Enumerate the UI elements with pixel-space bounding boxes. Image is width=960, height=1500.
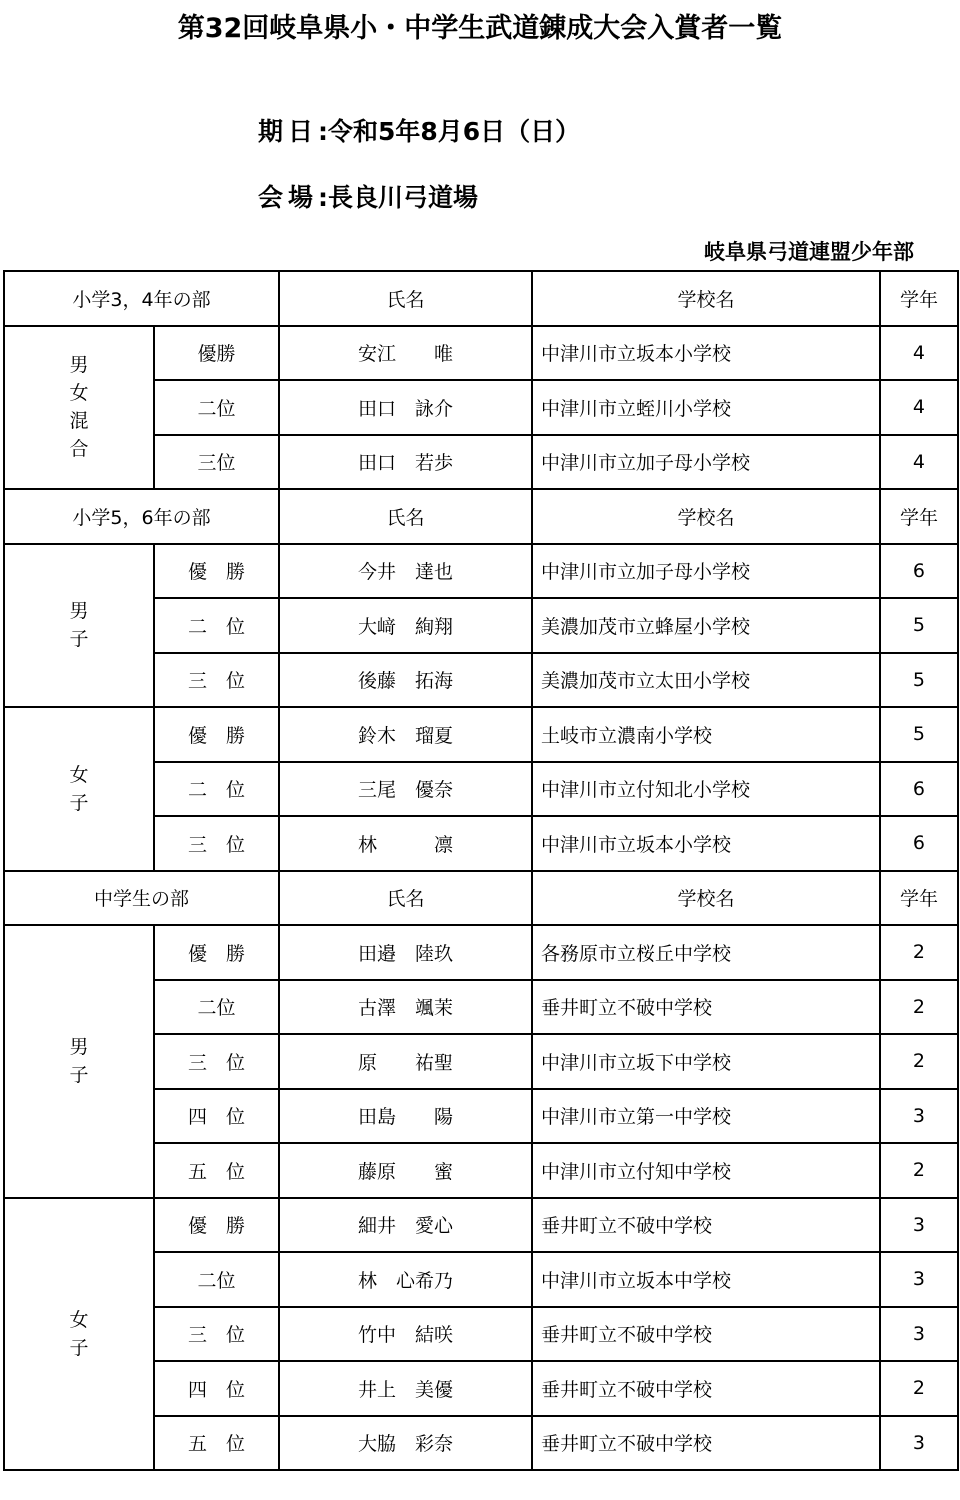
date-label-1: 期: [258, 117, 284, 146]
grade-cell: 6: [880, 816, 958, 871]
table-row: [4, 925, 958, 980]
school-cell: 垂井町立不破中学校: [532, 1198, 880, 1253]
grade-header: 学年: [880, 271, 958, 326]
school-cell: 中津川市立坂本小学校: [532, 326, 880, 381]
rank-cell: 三 位: [154, 653, 279, 708]
venue-separator: :: [318, 183, 328, 212]
grade-cell: 2: [880, 1034, 958, 1089]
venue-label-2: 場: [288, 183, 314, 212]
rank-cell: 優 勝: [154, 925, 279, 980]
name-header: 氏名: [279, 271, 532, 326]
rank-cell: 三位: [154, 435, 279, 490]
section-header-row: [4, 271, 958, 326]
rank-cell: 二 位: [154, 598, 279, 653]
venue-value: 長良川弓道場: [328, 183, 479, 212]
rank-cell: 四 位: [154, 1089, 279, 1144]
grade-cell: 5: [880, 653, 958, 708]
rank-cell: 優勝: [154, 326, 279, 381]
table-row: [4, 544, 958, 599]
name-cell: 細井 愛心: [279, 1198, 532, 1253]
name-cell: 井上 美優: [279, 1361, 532, 1416]
venue-label-1: 会: [258, 183, 284, 212]
school-cell: 垂井町立不破中学校: [532, 1416, 880, 1471]
rank-cell: 五 位: [154, 1143, 279, 1198]
grade-cell: 2: [880, 980, 958, 1035]
grade-cell: 5: [880, 707, 958, 762]
grade-cell: 3: [880, 1307, 958, 1362]
table-row: [4, 326, 958, 381]
group-label: 男 子: [4, 544, 154, 708]
school-cell: 中津川市立坂本小学校: [532, 816, 880, 871]
name-cell: 後藤 拓海: [279, 653, 532, 708]
name-cell: 田島 陽: [279, 1089, 532, 1144]
name-cell: 原 祐聖: [279, 1034, 532, 1089]
group-label: 女 子: [4, 707, 154, 871]
school-cell: 各務原市立桜丘中学校: [532, 925, 880, 980]
name-cell: 今井 達也: [279, 544, 532, 599]
section-header-row: [4, 871, 958, 926]
grade-cell: 6: [880, 762, 958, 817]
table-row: [4, 1198, 958, 1253]
grade-cell: 2: [880, 1143, 958, 1198]
name-cell: 田口 若歩: [279, 435, 532, 490]
grade-cell: 3: [880, 1198, 958, 1253]
results-table: [3, 270, 959, 1471]
event-date: [258, 112, 580, 148]
name-cell: 田口 詠介: [279, 380, 532, 435]
name-cell: 林 心希乃: [279, 1252, 532, 1307]
rank-cell: 優 勝: [154, 707, 279, 762]
rank-cell: 二位: [154, 380, 279, 435]
school-cell: 中津川市立加子母小学校: [532, 544, 880, 599]
rank-cell: 二位: [154, 980, 279, 1035]
school-cell: 美濃加茂市立太田小学校: [532, 653, 880, 708]
school-header: 学校名: [532, 871, 880, 926]
organizer: 岐阜県弓道連盟少年部: [704, 240, 914, 264]
grade-cell: 3: [880, 1252, 958, 1307]
group-label: 男 女 混 合: [4, 326, 154, 490]
grade-cell: 2: [880, 925, 958, 980]
group-label: 男 子: [4, 925, 154, 1198]
rank-cell: 五 位: [154, 1416, 279, 1471]
rank-cell: 三 位: [154, 1307, 279, 1362]
school-cell: 中津川市立蛭川小学校: [532, 380, 880, 435]
name-cell: 鈴木 瑠夏: [279, 707, 532, 762]
rank-cell: 優 勝: [154, 544, 279, 599]
grade-header: 学年: [880, 871, 958, 926]
event-venue: [258, 178, 478, 214]
name-header: 氏名: [279, 489, 532, 544]
grade-cell: 6: [880, 544, 958, 599]
name-cell: 竹中 結咲: [279, 1307, 532, 1362]
name-header: 氏名: [279, 871, 532, 926]
grade-cell: 4: [880, 380, 958, 435]
grade-cell: 3: [880, 1089, 958, 1144]
rank-cell: 四 位: [154, 1361, 279, 1416]
rank-cell: 優 勝: [154, 1198, 279, 1253]
school-cell: 美濃加茂市立蜂屋小学校: [532, 598, 880, 653]
school-cell: 土岐市立濃南小学校: [532, 707, 880, 762]
results-body: [4, 271, 958, 1470]
grade-cell: 4: [880, 435, 958, 490]
school-cell: 垂井町立不破中学校: [532, 1307, 880, 1362]
school-cell: 中津川市立第一中学校: [532, 1089, 880, 1144]
section-header-row: [4, 489, 958, 544]
grade-cell: 5: [880, 598, 958, 653]
name-cell: 林 凛: [279, 816, 532, 871]
date-separator: :: [318, 117, 328, 146]
grade-header: 学年: [880, 489, 958, 544]
name-cell: 古澤 颯茉: [279, 980, 532, 1035]
name-cell: 三尾 優奈: [279, 762, 532, 817]
grade-cell: 4: [880, 326, 958, 381]
rank-cell: 三 位: [154, 1034, 279, 1089]
section-title: 中学生の部: [4, 871, 279, 926]
name-cell: 藤原 蜜: [279, 1143, 532, 1198]
rank-cell: 二位: [154, 1252, 279, 1307]
rank-cell: 三 位: [154, 816, 279, 871]
date-value: 令和5年8月6日（日）: [328, 117, 581, 146]
school-cell: 垂井町立不破中学校: [532, 980, 880, 1035]
school-cell: 垂井町立不破中学校: [532, 1361, 880, 1416]
school-cell: 中津川市立坂下中学校: [532, 1034, 880, 1089]
grade-cell: 2: [880, 1361, 958, 1416]
name-cell: 田邉 陸玖: [279, 925, 532, 980]
section-title: 小学5，6年の部: [4, 489, 279, 544]
section-title: 小学3，4年の部: [4, 271, 279, 326]
school-cell: 中津川市立坂本中学校: [532, 1252, 880, 1307]
rank-cell: 二 位: [154, 762, 279, 817]
school-cell: 中津川市立付知北小学校: [532, 762, 880, 817]
school-header: 学校名: [532, 271, 880, 326]
date-label-2: 日: [288, 117, 314, 146]
school-header: 学校名: [532, 489, 880, 544]
table-row: [4, 707, 958, 762]
school-cell: 中津川市立加子母小学校: [532, 435, 880, 490]
name-cell: 大﨑 絢翔: [279, 598, 532, 653]
name-cell: 安江 唯: [279, 326, 532, 381]
school-cell: 中津川市立付知中学校: [532, 1143, 880, 1198]
name-cell: 大脇 彩奈: [279, 1416, 532, 1471]
page-title: 第32回岐阜県小・中学生武道錬成大会入賞者一覧: [177, 13, 783, 44]
grade-cell: 3: [880, 1416, 958, 1471]
group-label: 女 子: [4, 1198, 154, 1471]
